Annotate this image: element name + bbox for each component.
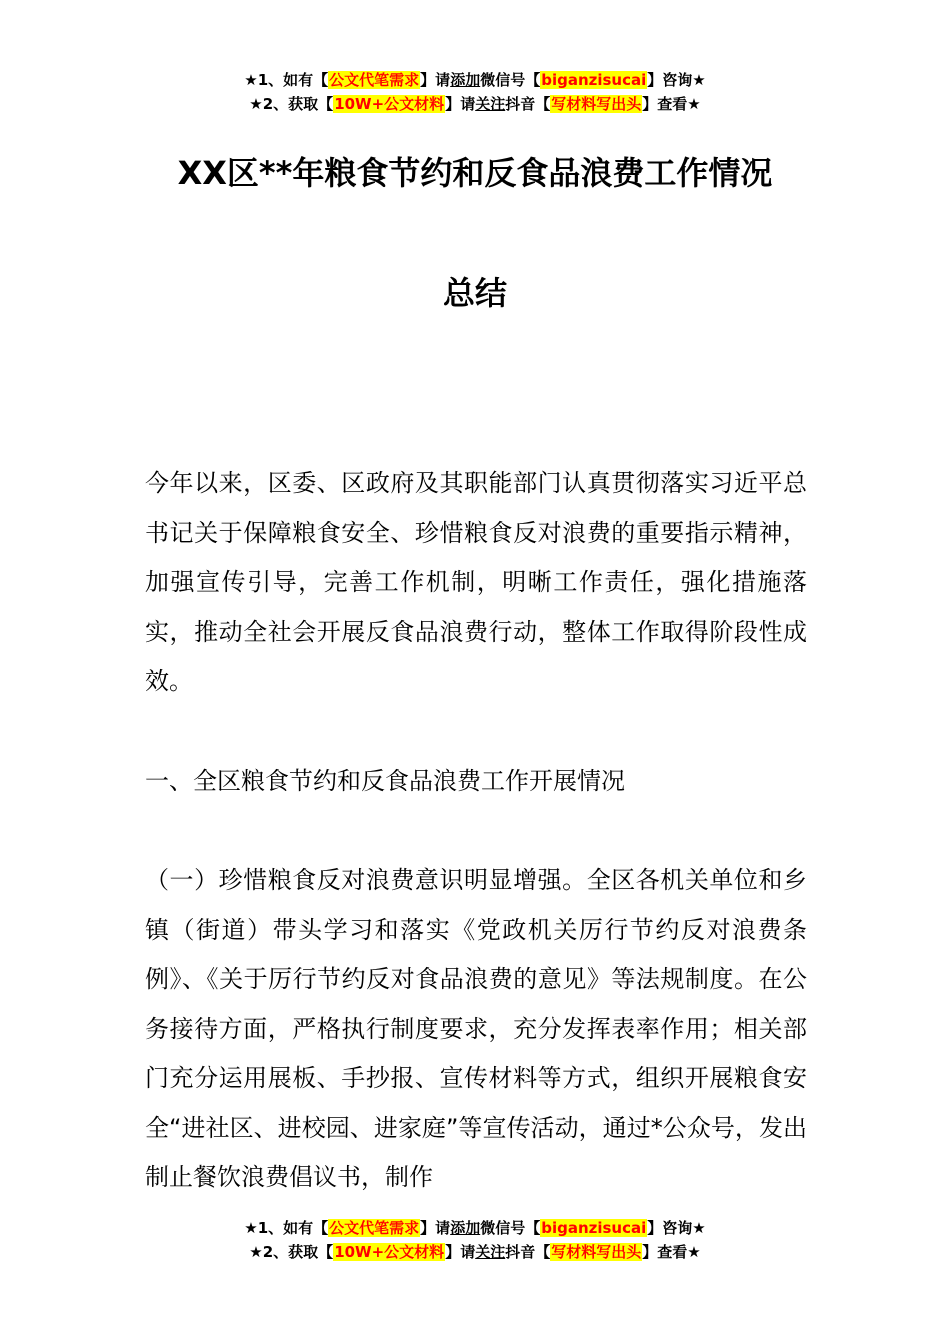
banner-highlight: 10W+公文材料 <box>334 95 445 113</box>
banner-highlight: 10W+公文材料 <box>334 1243 445 1261</box>
banner-text: ★2、获取【 <box>249 1243 334 1261</box>
banner-text: 】请 <box>420 71 451 89</box>
banner-line-1 <box>0 1216 950 1240</box>
header-banner <box>0 68 950 116</box>
banner-text: ★1、如有【 <box>244 71 329 89</box>
banner-text: ★1、如有【 <box>244 1219 329 1237</box>
banner-highlight: 公文代笔需求 <box>329 1219 420 1237</box>
banner-underlined-text: 关注 <box>475 95 506 113</box>
banner-highlight: biganzisucai <box>541 71 647 89</box>
banner-text: 】咨询★ <box>647 71 706 89</box>
banner-highlight: 写材料写出头 <box>551 1243 642 1261</box>
banner-text: 】请 <box>420 1219 451 1237</box>
banner-line-2 <box>0 1240 950 1264</box>
banner-underlined-text: 添加 <box>450 1219 481 1237</box>
banner-text: 】查看★ <box>642 95 701 113</box>
banner-text: 微信号【 <box>480 71 541 89</box>
banner-text: 】请 <box>445 95 476 113</box>
document-title-line-1: XX区**年粮食节约和反食品浪费工作情况 <box>177 154 773 192</box>
banner-underlined-text: 添加 <box>450 71 481 89</box>
banner-line-1 <box>0 68 950 92</box>
banner-line-2 <box>0 92 950 116</box>
footer-banner <box>0 1216 950 1264</box>
banner-highlight: 写材料写出头 <box>551 95 642 113</box>
banner-text: 微信号【 <box>480 1219 541 1237</box>
banner-underlined-text: 关注 <box>475 1243 506 1261</box>
document-title-line-2: 总结 <box>442 274 507 312</box>
banner-text: ★2、获取【 <box>249 95 334 113</box>
banner-text: 】咨询★ <box>647 1219 706 1237</box>
banner-text: 】请 <box>445 1243 476 1261</box>
banner-highlight: 公文代笔需求 <box>329 71 420 89</box>
banner-text: 】查看★ <box>642 1243 701 1261</box>
banner-text: 抖音【 <box>505 95 551 113</box>
body-paragraph: 今年以来，区委、区政府及其职能部门认真贯彻落实习近平总书记关于保障粮食安全、珍惜粮食反对浪费的重要指示精神，加强宣传引导，完善工作机制，明晰工作责任，强化措施落实，推动全社会开展反食品浪费行动，整体工作取得阶段性成效。 <box>145 469 807 695</box>
body-paragraph: （一）珍惜粮食反对浪费意识明显增强。全区各机关单位和乡镇（街道）带头学习和落实《党政机关厉行节约反对浪费条例》、《关于厉行节约反对食品浪费的意见》等法规制度。在公务接待方面，严格执行制度要求，充分发挥表率作用；相关部门充分运用展板、手抄报、宣传材料等方式，组织开展粮食安全“进社区、进校园、进家庭”等宣传活动，通过*公众号，发出制止餐饮浪费倡议书，制作 <box>145 866 807 1191</box>
banner-highlight: biganzisucai <box>541 1219 647 1237</box>
section-heading: 一、全区粮食节约和反食品浪费工作开展情况 <box>145 767 625 795</box>
banner-text: 抖音【 <box>505 1243 551 1261</box>
